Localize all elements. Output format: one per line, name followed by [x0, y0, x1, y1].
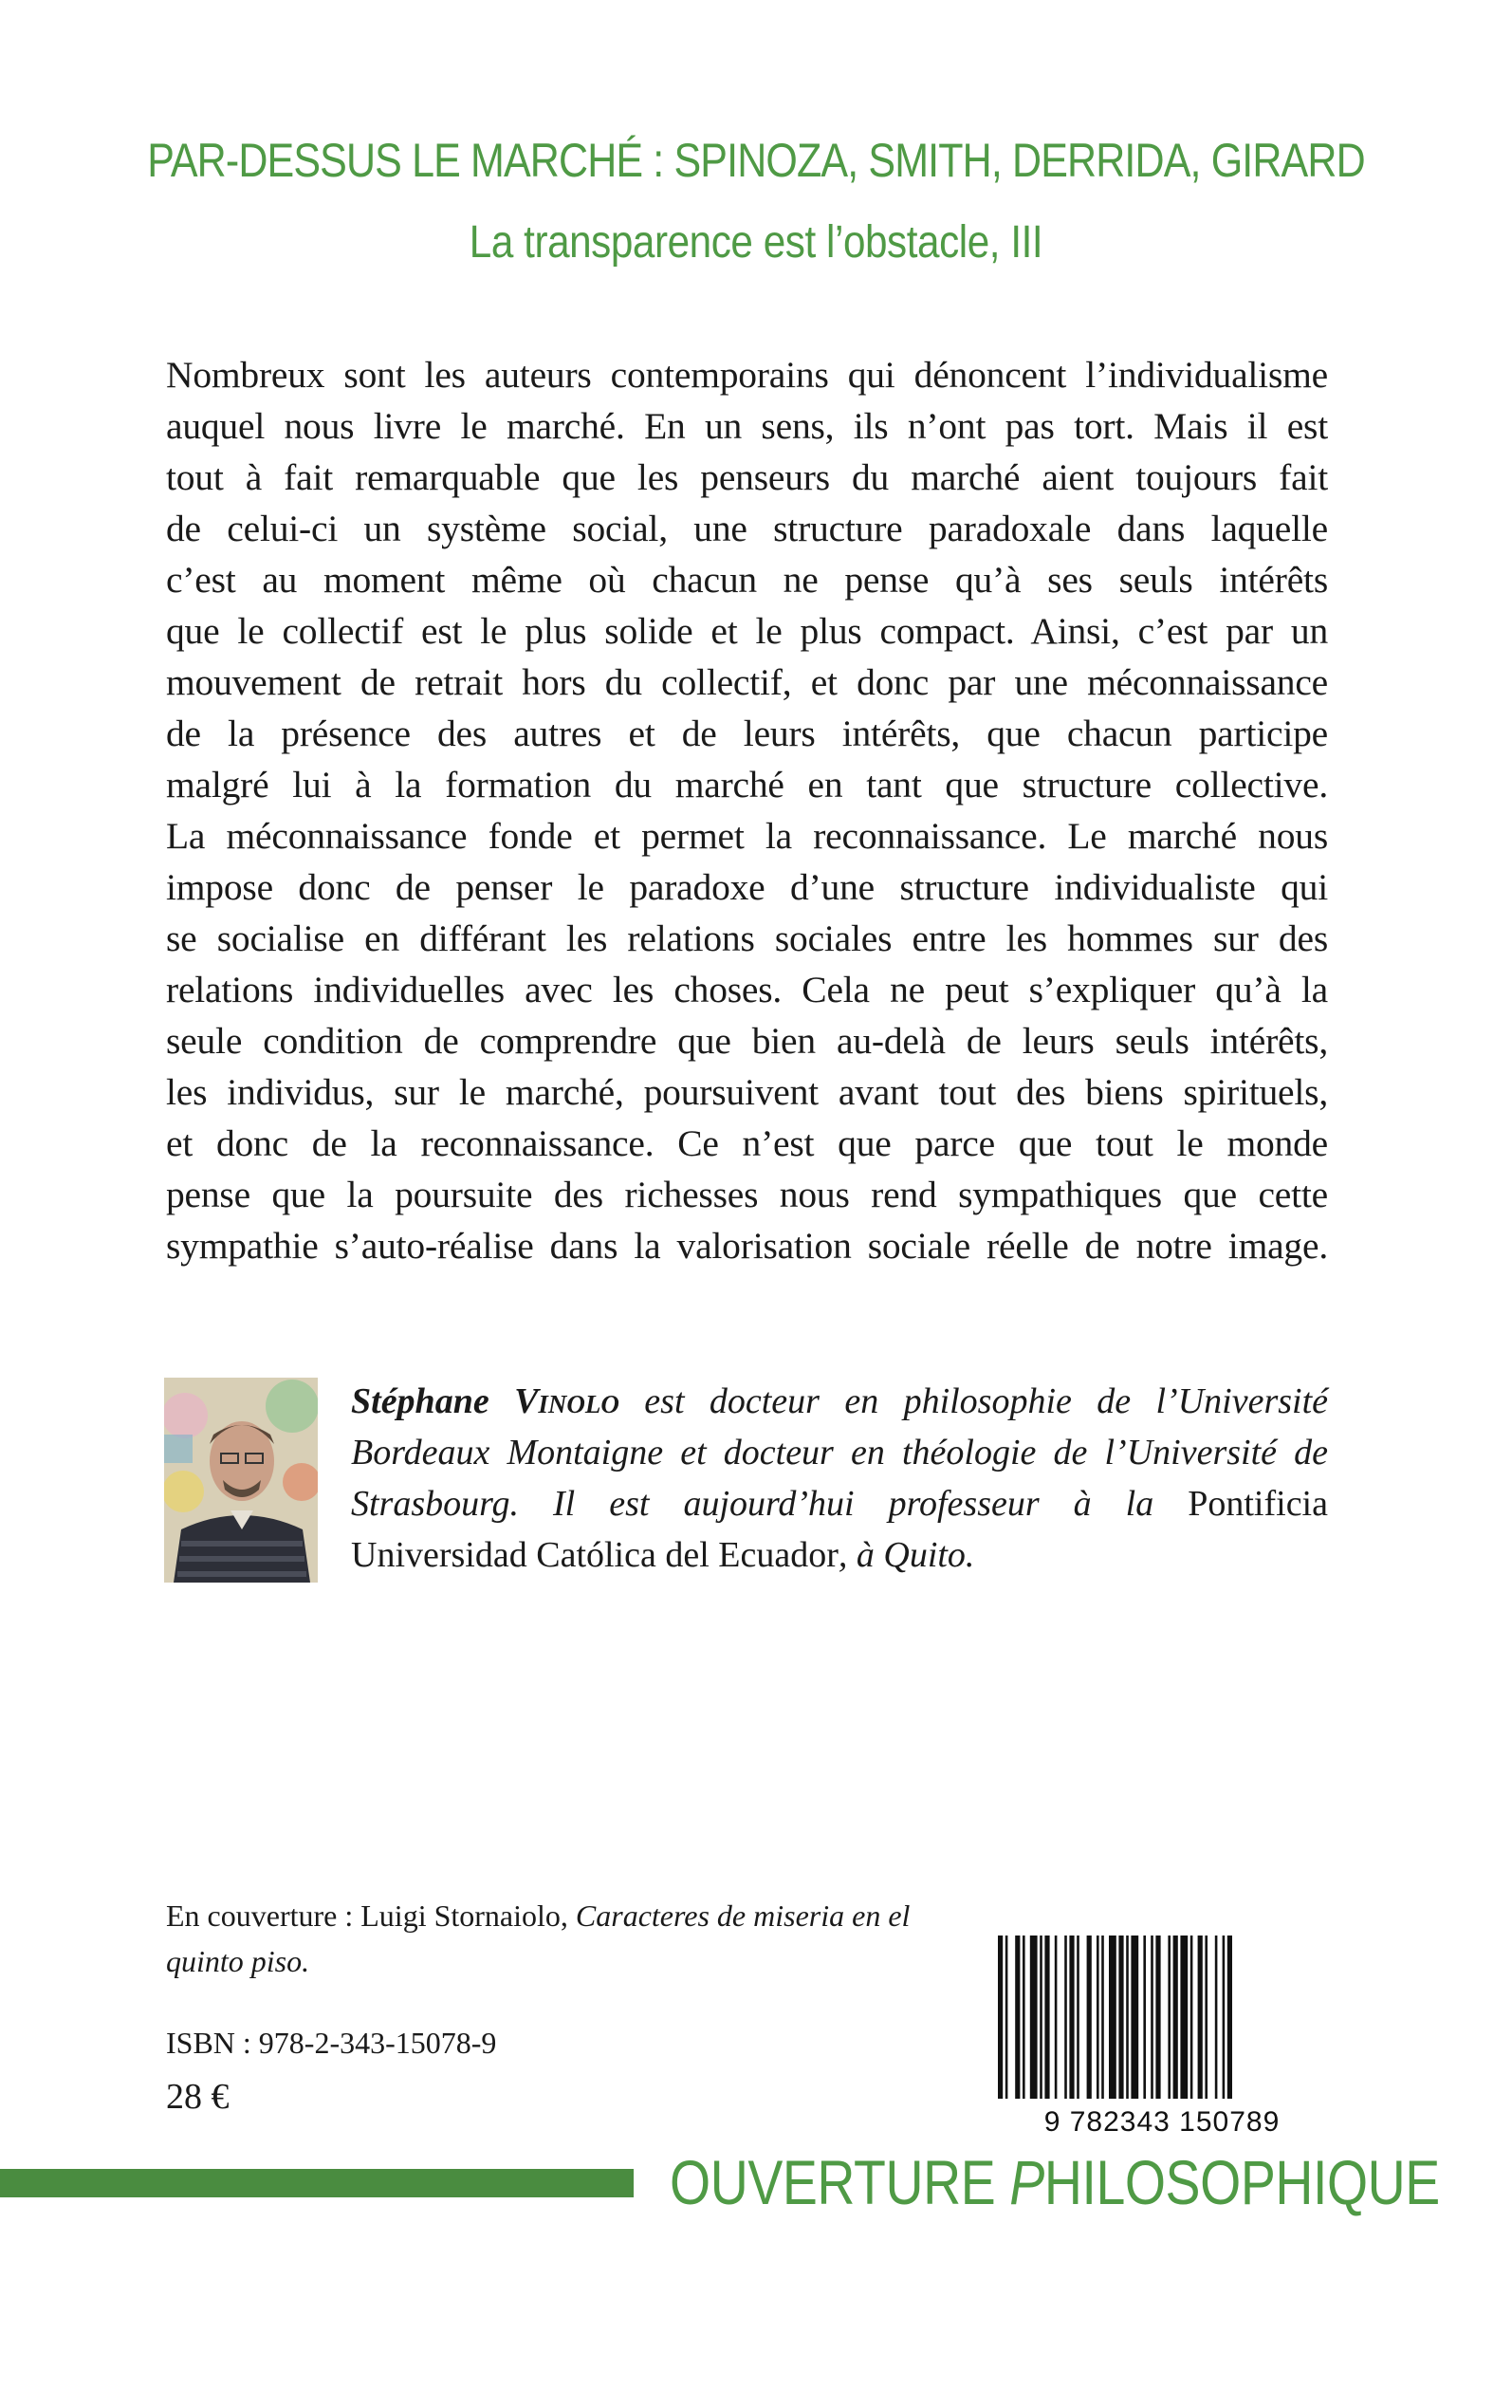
author-university: Pontificia Universidad Católica del Ecuador [351, 1484, 1328, 1575]
barcode-bar [1101, 1936, 1104, 2099]
collection-word-2: HILOSOPHIQUE [1043, 2147, 1440, 2217]
barcode-bar [1131, 1936, 1138, 2099]
book-subtitle: La transparence est l’obstacle, III [469, 217, 1043, 268]
book-title: PAR-DESSUS LE MARCHÉ : SPINOZA, SMITH, DERRIDA, GIRARD [147, 134, 1365, 187]
blurb-line: que le collectif est le plus solide et le plus compact. Ainsi, c’est par un [166, 610, 1328, 652]
back-cover-blurb [166, 349, 1328, 1271]
collection-initial: P [1009, 2147, 1044, 2217]
blurb-line: seule condition de comprendre que bien au-delà de leurs seuls intérêts, [166, 1020, 1328, 1062]
author-bio-end: , à Quito. [838, 1535, 975, 1575]
author-last-name: Vinolo [514, 1381, 619, 1421]
blurb-line: impose donc de penser le paradoxe d’une structure individualiste qui [166, 866, 1328, 908]
cover-credit-prefix: En couverture : Luigi Stornaiolo, [166, 1899, 568, 1933]
barcode-bar [1055, 1936, 1058, 2099]
barcode-bar [1097, 1936, 1099, 2099]
barcode-bar [1215, 1936, 1218, 2099]
barcode-bar [1190, 1936, 1193, 2099]
collection-bar [0, 2169, 634, 2197]
barcode-bar [1118, 1936, 1123, 2099]
barcode-bar [1005, 1936, 1008, 2099]
author-bio [351, 1376, 1328, 1581]
blurb-line: et donc de la reconnaissance. Ce n’est que parce que tout le monde [166, 1122, 1328, 1164]
barcode-bar [1173, 1936, 1178, 2099]
barcode-bar [1040, 1936, 1042, 2099]
barcode-bar [1198, 1936, 1203, 2099]
barcode-bar [1227, 1936, 1232, 2099]
blurb-line: relations individuelles avec les choses. Cela ne peut s’expliquer qu’à la [166, 969, 1328, 1010]
blurb-line: Nombreux sont les auteurs contemporains qui dénoncent l’individualisme [166, 354, 1328, 396]
blurb-line: pense que la poursuite des richesses nous rend sympathiques que cette [166, 1174, 1328, 1215]
blurb-line: auquel nous livre le marché. En un sens, ils n’ont pas tort. Mais il est [166, 405, 1328, 447]
blurb-line: se socialise en différant les relations sociales entre les hommes sur des [166, 917, 1328, 959]
barcode-digits: 9 782343 150789 [1043, 2106, 1281, 2138]
author-photo [164, 1378, 318, 1583]
barcode-bar [1015, 1936, 1020, 2099]
collection-name [670, 2146, 1440, 2218]
barcode-bar [1044, 1936, 1049, 2099]
blurb-line: de la présence des autres et de leurs intérêts, que chacun participe [166, 713, 1328, 754]
barcode-bar [1223, 1936, 1226, 2099]
barcode-bar [1077, 1936, 1079, 2099]
blurb-line: La méconnaissance fonde et permet la reconnaissance. Le marché nous [166, 815, 1328, 857]
barcode [986, 1936, 1337, 2139]
barcode-bar [1126, 1936, 1129, 2099]
barcode-bar [1155, 1936, 1160, 2099]
barcode-bar [1087, 1936, 1092, 2099]
cover-artwork-title: Caracteres de miseria en el quinto piso. [166, 1899, 911, 1978]
barcode-bar [1180, 1936, 1188, 2099]
price: 28 € [166, 2077, 230, 2117]
blurb-line: de celui-ci un système social, une structure paradoxale dans laquelle [166, 508, 1328, 549]
barcode-bars [998, 1936, 1232, 2099]
collection-word-1: OUVERTURE [670, 2147, 1010, 2217]
blurb-line: les individus, sur le marché, poursuivent avant tout des biens spirituels, [166, 1071, 1328, 1113]
blurb-line: c’est au moment même où chacun ne pense qu’à ses seuls intérêts [166, 559, 1328, 601]
author-bio-text: est docteur en philosophie de l’Université Bordeaux Montaigne et docteur en théologie de l’Université de Strasbourg. Il est aujourd’hui professeur à la [351, 1381, 1329, 1524]
cover-credit [166, 1893, 925, 1984]
barcode-bar [1023, 1936, 1025, 2099]
blurb-line: sympathie s’auto-réalise dans la valorisation sociale réelle de notre image. [166, 1225, 1328, 1267]
barcode-bar [1151, 1936, 1153, 2099]
barcode-bar [1205, 1936, 1208, 2099]
barcode-bar [1030, 1936, 1038, 2099]
barcode-bar [1064, 1936, 1067, 2099]
isbn: ISBN : 978-2-343-15078-9 [166, 2026, 497, 2060]
barcode-bar [998, 1936, 1003, 2099]
barcode-bar [1109, 1936, 1116, 2099]
blurb-line: malgré lui à la formation du marché en tant que structure collective. [166, 764, 1328, 806]
barcode-bar [1069, 1936, 1074, 2099]
barcode-bar [1168, 1936, 1171, 2099]
blurb-line: tout à fait remarquable que les penseurs du marché aient toujours fait [166, 456, 1328, 498]
barcode-bar [1143, 1936, 1146, 2099]
author-first-name: Stéphane [351, 1381, 489, 1421]
blurb-line: mouvement de retrait hors du collectif, et donc par une méconnaissance [166, 661, 1328, 703]
